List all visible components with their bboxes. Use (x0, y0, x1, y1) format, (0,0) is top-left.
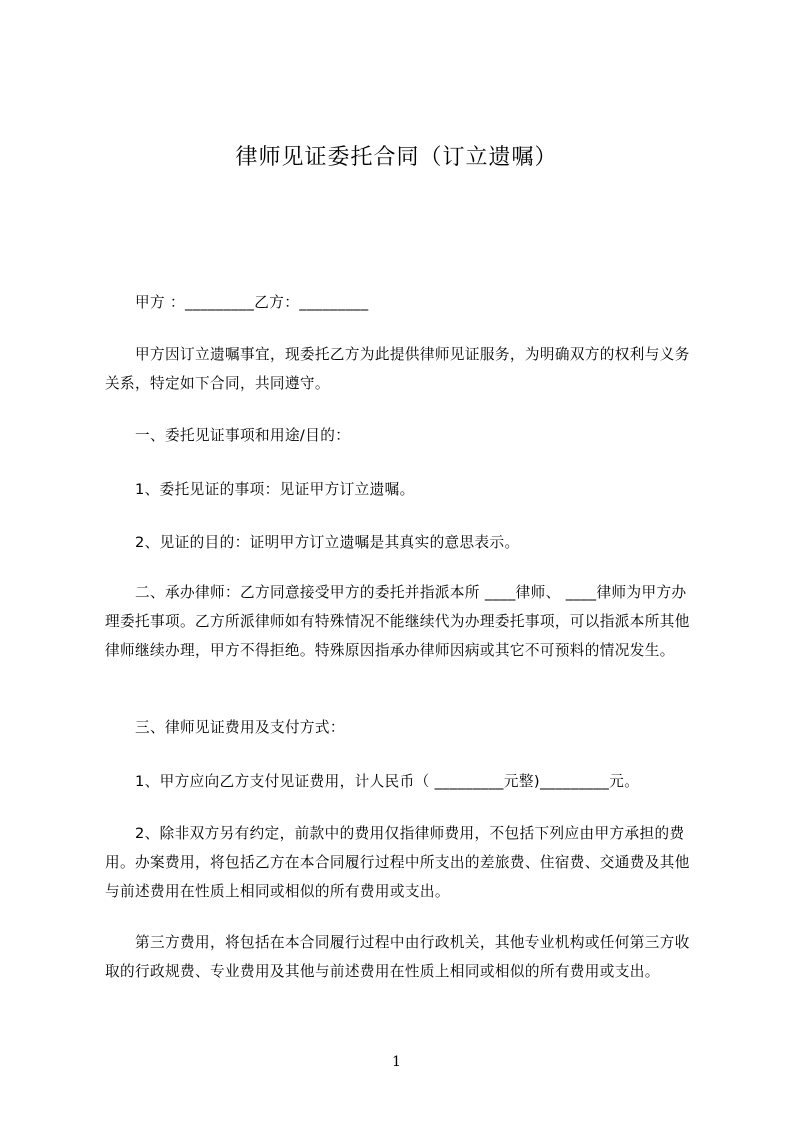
section1-item2: 2、见证的目的：证明甲方订立遗嘱是其真实的意思表示。 (135, 534, 520, 551)
section3-third-party: 第三方费用，将包括在本合同履行过程中由行政机关，其他专业机构或任何第三方收取的行政规费、专业费用及其他与前述费用在性质上相同或相似的所有费用或支出。 (105, 934, 690, 980)
section3-heading: 三、律师见证费用及支付方式： (135, 719, 345, 736)
intro-paragraph: 甲方因订立遗嘱事宜，现委托乙方为此提供律师见证服务，为明确双方的权利与义务关系，特定如下合同，共同遵守。 (105, 346, 690, 392)
section1-heading: 一、委托见证事项和用途/目的： (135, 427, 351, 444)
section3-item1: 1、甲方应向乙方支付见证费用，计人民币（ _________元整)_________元。 (135, 773, 640, 790)
parties-line: 甲方 ：_________乙方：_________ (135, 294, 369, 311)
section1-item1: 1、委托见证的事项：见证甲方订立遗嘱。 (135, 481, 415, 498)
section3-item2: 2、除非双方另有约定，前款中的费用仅指律师费用，不包括下列应由甲方承担的费用。办案费用，将包括乙方在本合同履行过程中所支出的差旅费、住宿费、交通费及其他与前述费用在性质上相同或相似的所有费用或支出。 (105, 825, 690, 900)
document-title: 律师见证委托合同（订立遗嘱） (235, 145, 558, 170)
section2-paragraph: 二、承办律师：乙方同意接受甲方的委托并指派本所 ____律师、 ____律师为甲方办理委托事项。乙方所派律师如有特殊情况不能继续代为办理委托事项，可以指派本所其他律师继续办理，甲方不得拒绝。特殊原因指承办律师因病或其它不可预料的情况发生。 (105, 584, 690, 659)
page-number: 1 (392, 1054, 401, 1070)
